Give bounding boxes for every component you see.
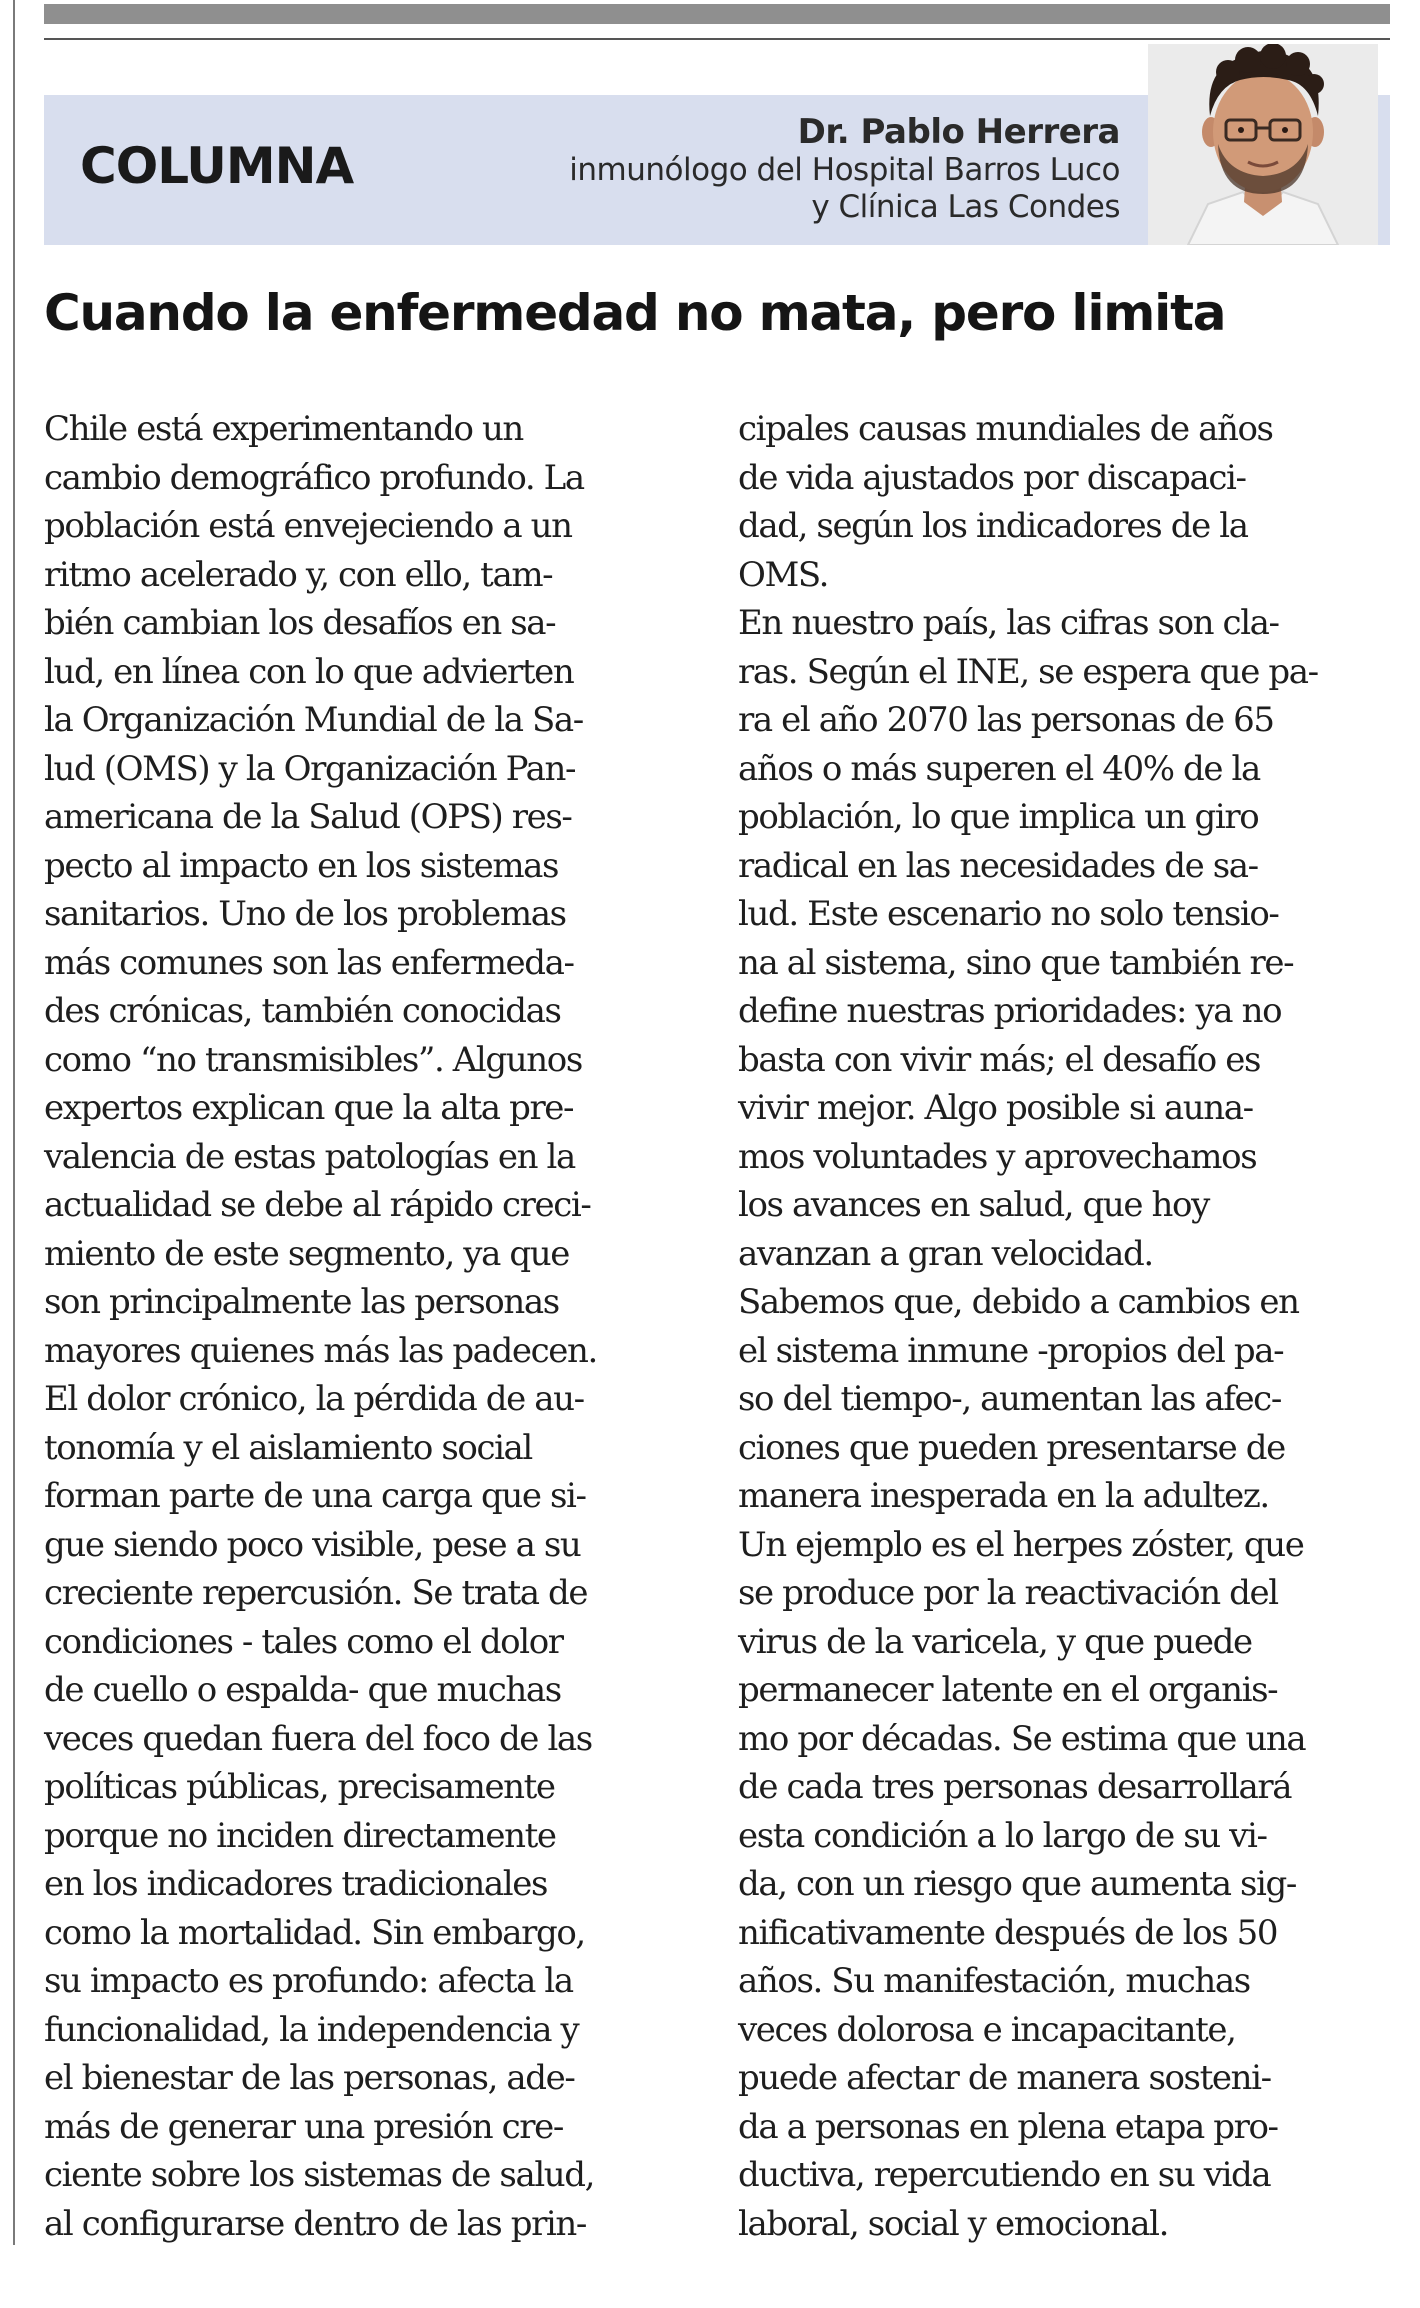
article-text-line: bién cambian los desafíos en sa- bbox=[44, 603, 556, 643]
article-text-line: En nuestro país, las cifras son cla- bbox=[738, 603, 1279, 643]
article-text-line: miento de este segmento, ya que bbox=[44, 1233, 569, 1274]
article-text-line: cipales causas mundiales de años bbox=[738, 409, 1273, 449]
article-text-line: radical en las necesidades de sa- bbox=[738, 845, 1258, 886]
article-text-line: americana de la Salud (OPS) res- bbox=[44, 797, 572, 837]
article-text-line: mos voluntades y aprovechamos bbox=[738, 1136, 1257, 1177]
author-byline bbox=[569, 112, 1120, 226]
article-text-line: dad, según los indicadores de la bbox=[738, 506, 1248, 546]
article-text-line: esta condición a lo largo de su vi- bbox=[738, 1815, 1267, 1856]
article-text-line: creciente repercusión. Se trata de bbox=[44, 1573, 588, 1613]
article-text-line: na al sistema, sino que también re- bbox=[738, 942, 1294, 983]
article-text-line: el bienestar de las personas, ade- bbox=[44, 2058, 575, 2098]
article-text-line: avanzan a gran velocidad. bbox=[738, 1233, 1153, 1274]
top-gray-bar bbox=[44, 4, 1390, 24]
article-text-line: actualidad se debe al rápido creci- bbox=[44, 1185, 591, 1225]
author-role-line-2: y Clínica Las Condes bbox=[811, 189, 1120, 225]
article-text-line: porque no inciden directamente bbox=[44, 1815, 556, 1856]
article-text-line: des crónicas, también conocidas bbox=[44, 991, 561, 1031]
author-portrait-photo bbox=[1148, 44, 1378, 245]
article-text-line: El dolor crónico, la pérdida de au- bbox=[44, 1379, 584, 1419]
article-text-line: manera inesperada en la adultez. bbox=[738, 1476, 1269, 1516]
article-text-line: su impacto es profundo: afecta la bbox=[44, 1961, 573, 2001]
article-text-line: al configurarse dentro de las prin- bbox=[44, 2203, 586, 2244]
article-text-line: más de generar una presión cre- bbox=[44, 2106, 563, 2147]
article-text-line: OMS. bbox=[738, 554, 828, 595]
article-text-line: ras. Según el INE, se espera que pa- bbox=[738, 651, 1318, 692]
article-text-line: como la mortalidad. Sin embargo, bbox=[44, 1912, 585, 1953]
article-text-line: mo por décadas. Se estima que una bbox=[738, 1718, 1306, 1759]
article-text-line: población, lo que implica un giro bbox=[738, 797, 1259, 837]
article-column-2 bbox=[738, 405, 1378, 2248]
article-text-line: como “no transmisibles”. Algunos bbox=[44, 1039, 582, 1080]
article-text-line: nificativamente después de los 50 bbox=[738, 1912, 1278, 1953]
article-text-line: da a personas en plena etapa pro- bbox=[738, 2106, 1278, 2147]
article-text-line: laboral, social y emocional. bbox=[738, 2203, 1169, 2244]
article-text-line: de vida ajustados por discapaci- bbox=[738, 457, 1246, 498]
article-text-line: puede afectar de manera sosteni- bbox=[738, 2058, 1271, 2098]
author-role-line-1: inmunólogo del Hospital Barros Luco bbox=[569, 152, 1120, 188]
article-text-line: los avances en salud, que hoy bbox=[738, 1185, 1209, 1225]
top-divider-line bbox=[44, 38, 1390, 40]
article-text-line: ductiva, repercutiendo en su vida bbox=[738, 2155, 1271, 2195]
page-left-rule bbox=[13, 0, 15, 2245]
article-text-line: ciente sobre los sistemas de salud, bbox=[44, 2155, 595, 2195]
article-text-line: se produce por la reactivación del bbox=[738, 1573, 1278, 1613]
article-headline: Cuando la enfermedad no mata, pero limita bbox=[44, 284, 1226, 342]
article-text-line: basta con vivir más; el desafío es bbox=[738, 1039, 1260, 1080]
article-text-line: permanecer latente en el organis- bbox=[738, 1670, 1278, 1710]
article-text-line: funcionalidad, la independencia y bbox=[44, 2009, 579, 2050]
article-text-line: ra el año 2070 las personas de 65 bbox=[738, 700, 1274, 740]
author-portrait-icon bbox=[1148, 44, 1378, 245]
article-text-line: políticas públicas, precisamente bbox=[44, 1767, 555, 1807]
article-text-line: da, con un riesgo que aumenta sig- bbox=[738, 1864, 1296, 1904]
article-text-line: condiciones - tales como el dolor bbox=[44, 1621, 563, 1662]
article-text-line: tonomía y el aislamiento social bbox=[44, 1427, 532, 1468]
article-text-line: forman parte de una carga que si- bbox=[44, 1476, 586, 1516]
article-text-line: Sabemos que, debido a cambios en bbox=[738, 1282, 1299, 1322]
article-text-line: cambio demográfico profundo. La bbox=[44, 457, 584, 498]
article-text-line: años o más superen el 40% de la bbox=[738, 748, 1260, 789]
article-text-line: Un ejemplo es el herpes zóster, que bbox=[738, 1524, 1304, 1565]
article-text-line: años. Su manifestación, muchas bbox=[738, 1961, 1250, 2001]
article-column-1 bbox=[44, 405, 684, 2248]
article-text-line: ritmo acelerado y, con ello, tam- bbox=[44, 554, 553, 595]
article-text-line: pecto al impacto en los sistemas bbox=[44, 845, 559, 886]
article-text-line: mayores quienes más las padecen. bbox=[44, 1330, 597, 1371]
article-text-line: de cada tres personas desarrollará bbox=[738, 1767, 1292, 1807]
article-text-line: en los indicadores tradicionales bbox=[44, 1864, 548, 1904]
article-text-line: vivir mejor. Algo posible si auna- bbox=[738, 1088, 1253, 1128]
article-text-line: lud. Este escenario no solo tensio- bbox=[738, 894, 1279, 934]
article-text-line: sanitarios. Uno de los problemas bbox=[44, 894, 566, 934]
article-text-line: ciones que pueden presentarse de bbox=[738, 1427, 1285, 1468]
article-text-line: veces quedan fuera del foco de las bbox=[44, 1718, 592, 1759]
article-text-line: Chile está experimentando un bbox=[44, 409, 523, 449]
article-text-line: de cuello o espalda- que muchas bbox=[44, 1670, 561, 1710]
article-text-line: expertos explican que la alta pre- bbox=[44, 1088, 574, 1128]
article-text-line: el sistema inmune -propios del pa- bbox=[738, 1330, 1284, 1371]
article-text-line: so del tiempo-, aumentan las afec- bbox=[738, 1379, 1281, 1419]
article-text-line: valencia de estas patologías en la bbox=[44, 1136, 575, 1177]
article-text-line: son principalmente las personas bbox=[44, 1282, 559, 1322]
article-text-line: veces dolorosa e incapacitante, bbox=[738, 2009, 1236, 2050]
article-text-line: define nuestras prioridades: ya no bbox=[738, 991, 1282, 1031]
article-text-line: población está envejeciendo a un bbox=[44, 506, 572, 546]
article-text-line: la Organización Mundial de la Sa- bbox=[44, 700, 583, 740]
author-name: Dr. Pablo Herrera bbox=[797, 112, 1120, 152]
article-text-line: lud, en línea con lo que advierten bbox=[44, 651, 574, 692]
section-label: COLUMNA bbox=[80, 137, 354, 195]
article-text-line: virus de la varicela, y que puede bbox=[738, 1621, 1252, 1662]
article-text-line: lud (OMS) y la Organización Pan- bbox=[44, 748, 576, 789]
article-text-line: más comunes son las enfermeda- bbox=[44, 942, 574, 983]
article-text-line: gue siendo poco visible, pese a su bbox=[44, 1524, 581, 1565]
